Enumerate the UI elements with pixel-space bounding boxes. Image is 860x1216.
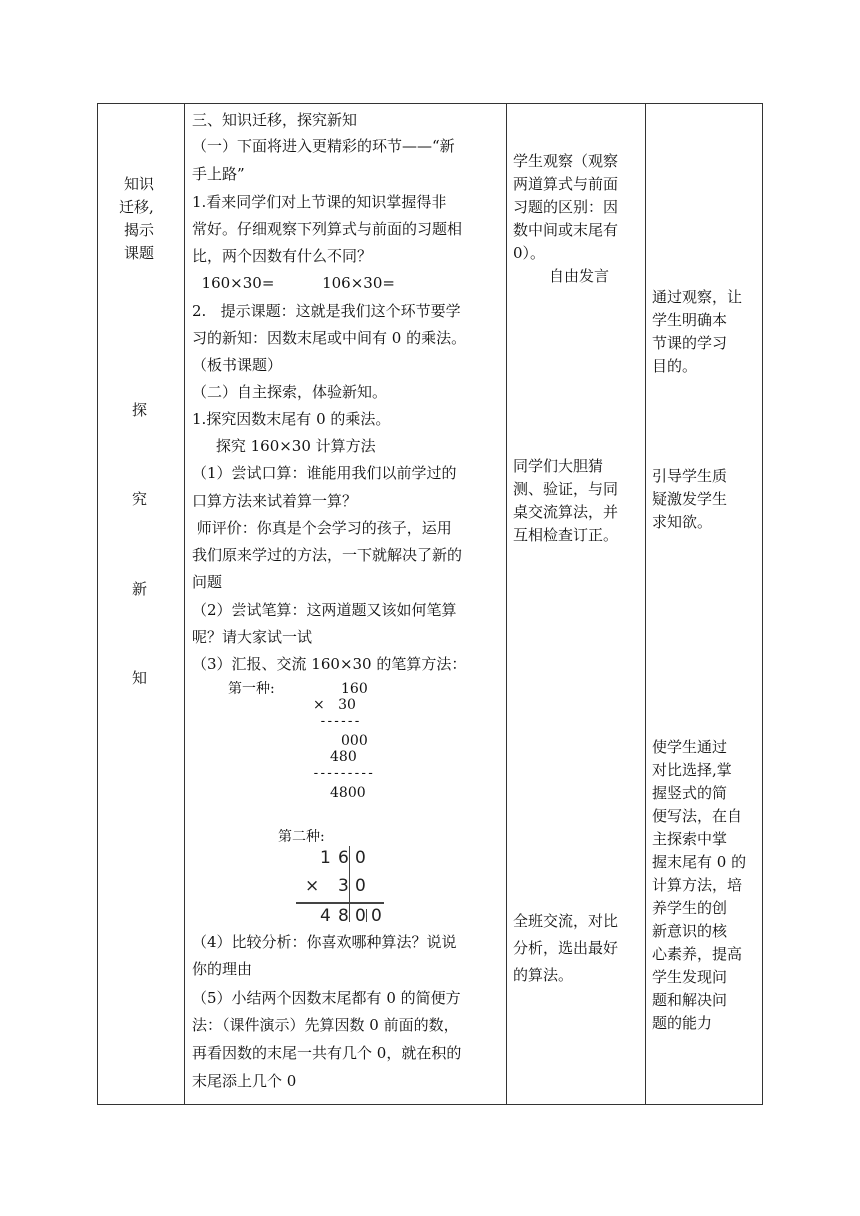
table-border-bottom [97, 1104, 763, 1105]
intent-line: 学生发现问 [652, 968, 728, 986]
content-line: （4）比较分析：你喜欢哪种算法？说说 [192, 933, 457, 951]
activity-line: 互相检查订正。 [513, 526, 619, 544]
intent-line: 引导学生质 [652, 467, 728, 485]
intent-line: 通过观察，让 [652, 288, 743, 306]
content-line: 探究 160×30 计算方法 [192, 437, 376, 455]
activity-line: 的算法。 [513, 966, 574, 984]
content-line: 1.看来同学们对上节课的知识掌握得非 [192, 193, 447, 211]
table-border-left [97, 103, 98, 1105]
content-line: 我们原来学过的方法，一下就解决了新的 [192, 546, 463, 564]
content-line: （一）下面将进入更精彩的环节——“新 [192, 137, 455, 155]
calc-digit: × [305, 876, 320, 896]
intent-line: 心素养，提高 [652, 945, 743, 963]
activity-line: 测、验证，与同 [513, 480, 619, 498]
activity-line: 自由发言 [549, 267, 610, 285]
table-border-right [762, 103, 763, 1105]
intent-line: 对比选择,掌 [652, 761, 732, 779]
section-label-line: 迁移, [119, 198, 154, 216]
intent-line: 养学生的创 [652, 899, 728, 917]
content-line: 口算方法来试着算一算？ [192, 492, 358, 510]
calc-dash-line: ------ [319, 714, 360, 729]
intent-line: 握竖式的简 [652, 784, 728, 802]
content-line: 末尾添上几个 0 [192, 1072, 297, 1090]
section-label-char: 探 [132, 401, 148, 419]
equation-line: 160×30= 106×30= [192, 274, 395, 292]
activity-line: 两道算式与前面 [513, 175, 619, 193]
content-line: 习的新知：因数末尾或中间有 0 的乘法。 [192, 329, 467, 347]
content-line: 再看因数的末尾一共有几个 0，就在积的 [192, 1044, 462, 1062]
section-label-line: 课题 [124, 244, 155, 262]
calc-digit: 0 [355, 906, 366, 926]
section-label-char: 究 [132, 490, 148, 508]
content-line: （3）汇报、交流 160×30 的笔算方法： [192, 655, 467, 673]
calc-row: × 30 [313, 697, 356, 713]
calc-digit: 0 [355, 876, 366, 896]
calc-row: 480 [330, 749, 357, 765]
content-line: 比，两个因数有什么不同？ [192, 247, 373, 265]
intent-line: 学生明确本 [652, 311, 728, 329]
table-col-divider-1 [184, 103, 185, 1105]
table-border-top [97, 103, 763, 104]
activity-line: 习题的区别：因 [513, 198, 619, 216]
section-label-char: 新 [132, 580, 148, 598]
activity-line: 全班交流，对比 [513, 912, 619, 930]
content-line: 问题 [192, 573, 223, 591]
activity-line: 桌交流算法，并 [513, 503, 619, 521]
content-line: 2. 提示课题：这就是我们这个环节要学 [192, 302, 461, 320]
table-col-divider-3 [645, 103, 646, 1105]
activity-line: 同学们大胆猜 [513, 457, 604, 475]
intent-line: 题的能力 [652, 1014, 713, 1032]
calc-digit: 8 [338, 906, 349, 926]
content-line: 常好。仔细观察下列算式与前面的习题相 [192, 220, 463, 238]
intent-line: 握末尾有 0 的 [652, 853, 747, 871]
calc-digit: 0 [355, 848, 366, 868]
intent-line: 主探索中掌 [652, 830, 728, 848]
content-line: （二）自主探索，体验新知。 [192, 383, 388, 401]
content-line: 师评价：你真是个会学习的孩子，运用 [192, 519, 452, 537]
calc-row: 4800 [330, 785, 366, 801]
section-label-line: 揭示 [124, 221, 155, 239]
intent-line: 新意识的核 [652, 922, 728, 940]
activity-line: 0）。 [513, 244, 546, 262]
intent-line: 计算方法，培 [652, 876, 743, 894]
content-line: （5）小结两个因数末尾都有 0 的简便方 [192, 989, 461, 1007]
content-line: 1.探究因数末尾有 0 的乘法。 [192, 410, 391, 428]
content-line: 你的理由 [192, 960, 253, 978]
grid-divider [349, 846, 350, 922]
calc-digit: 0 [371, 906, 382, 926]
intent-line: 节课的学习 [652, 334, 728, 352]
content-line: （1）尝试口算：谁能用我们以前学过的 [192, 464, 457, 482]
intent-line: 疑激发学生 [652, 490, 728, 508]
content-line: 法：（课件演示）先算因数 0 前面的数， [192, 1016, 459, 1034]
content-line: 三、知识迁移，探究新知 [192, 111, 358, 129]
content-line: 呢？请大家试一试 [192, 628, 313, 646]
method-2-label: 第二种: [278, 829, 325, 845]
calc-digit: 3 [338, 876, 349, 896]
intent-line: 使学生通过 [652, 738, 728, 756]
calc-digit: 1 [320, 848, 331, 868]
calc-digit: 4 [320, 906, 331, 926]
activity-line: 分析，选出最好 [513, 939, 619, 957]
content-line: （2）尝试笔算：这两道题又该如何笔算 [192, 601, 457, 619]
table-col-divider-2 [506, 103, 507, 1105]
intent-line: 便写法，在自 [652, 807, 743, 825]
grid-divider [366, 909, 367, 922]
section-label-char: 知 [132, 669, 148, 687]
intent-line: 求知欲。 [652, 513, 713, 531]
method-1-label: 第一种: [228, 681, 275, 697]
grid-result-line [296, 902, 384, 904]
calc-row: 000 [341, 733, 368, 749]
activity-line: 学生观察（观察 [513, 152, 619, 170]
activity-line: 数中间或末尾有 [513, 221, 619, 239]
content-line: 手上路” [192, 165, 245, 183]
calc-digit: 6 [338, 848, 349, 868]
section-label-line: 知识 [124, 175, 155, 193]
content-line: （板书课题） [192, 356, 283, 374]
intent-line: 题和解决问 [652, 991, 728, 1009]
calc-dash-line: --------- [312, 766, 374, 781]
calc-row: 160 [341, 681, 368, 697]
intent-line: 目的。 [652, 357, 698, 375]
